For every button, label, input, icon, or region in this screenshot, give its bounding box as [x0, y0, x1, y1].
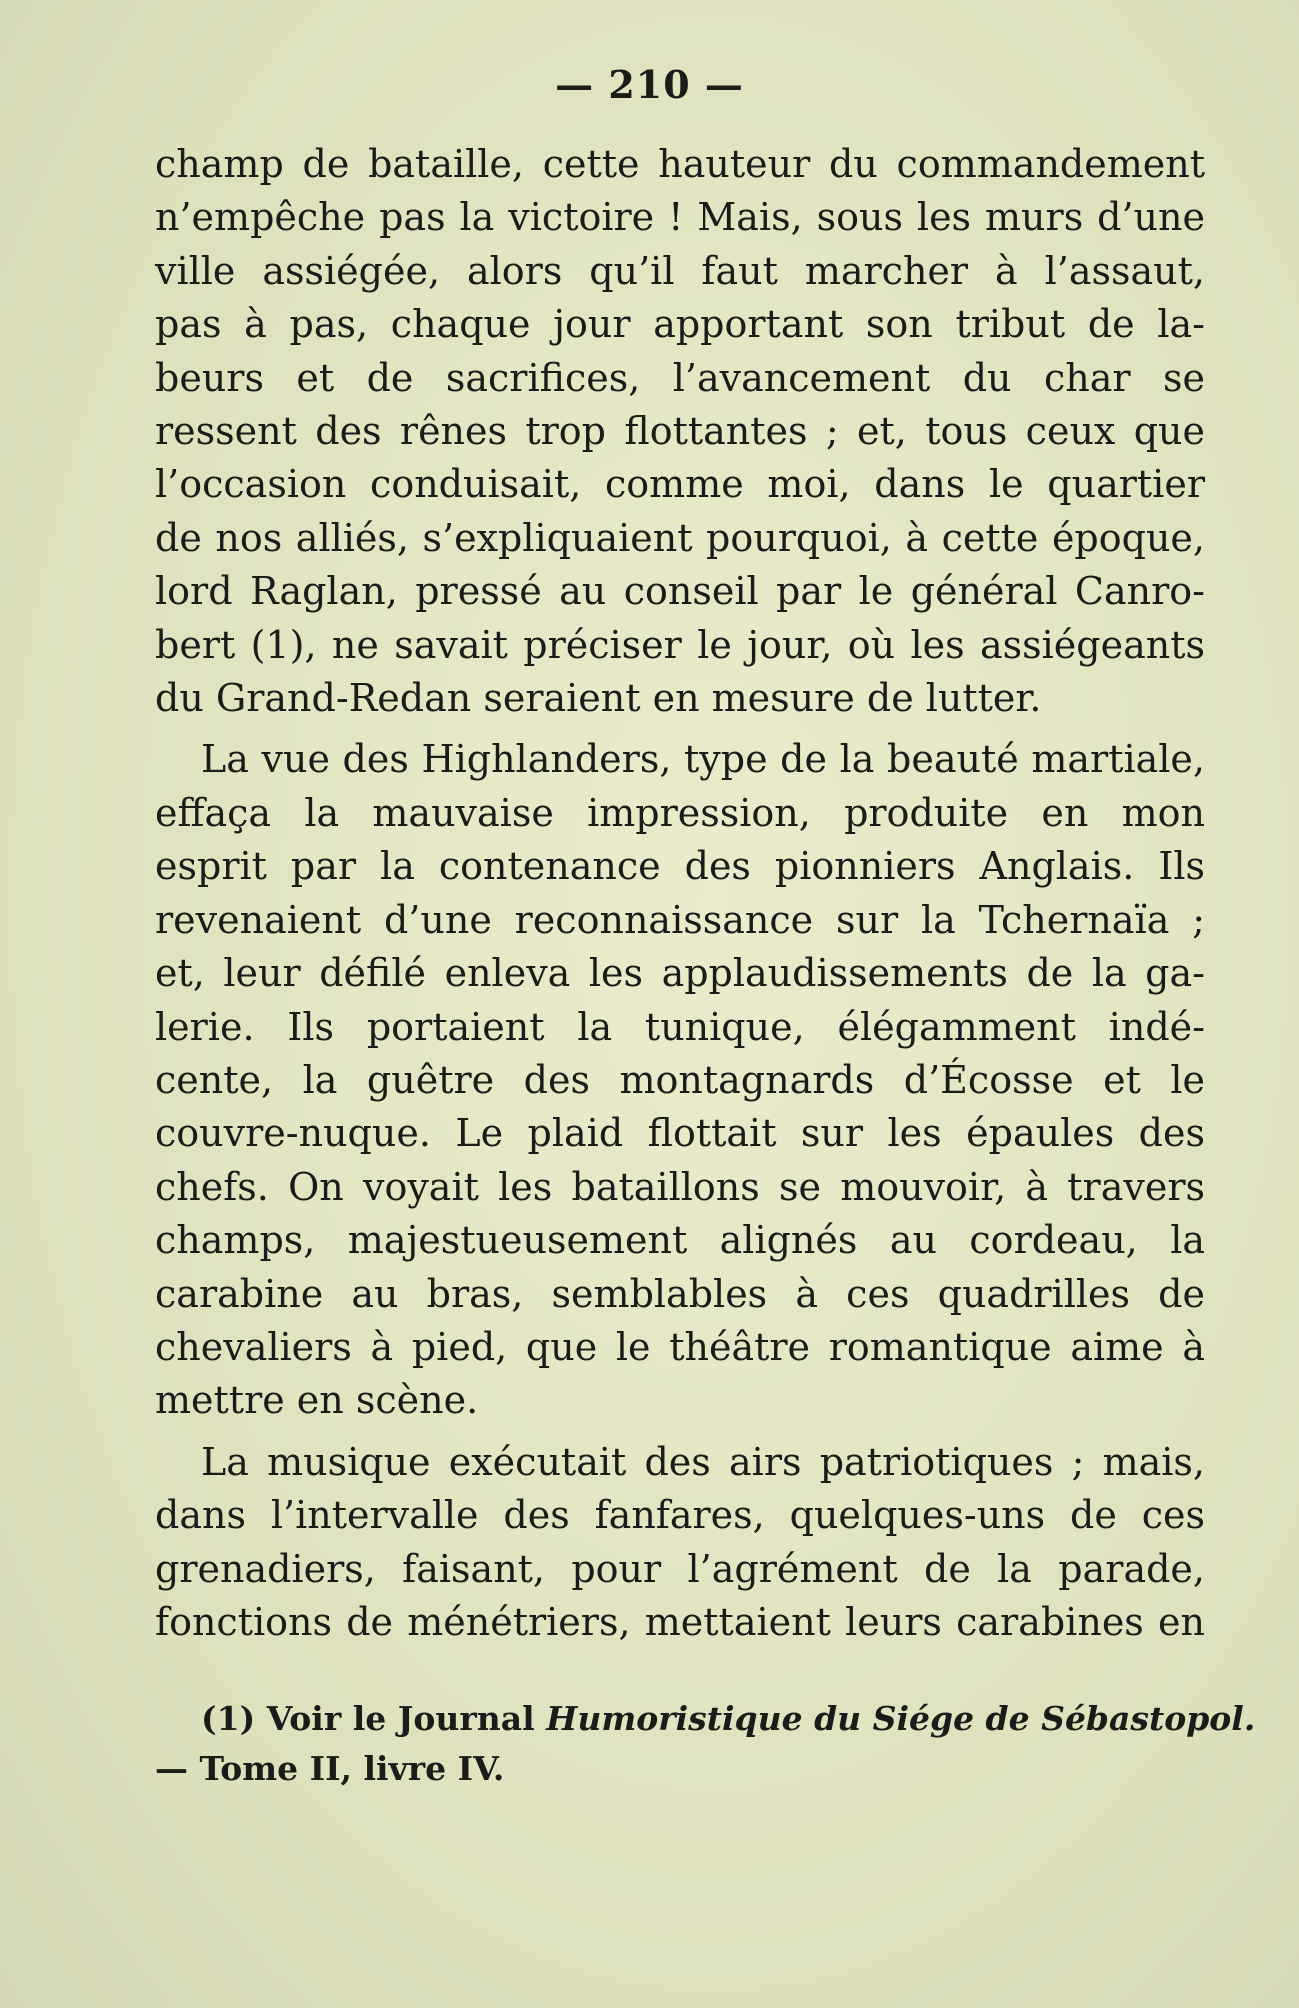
footnote-line: [155, 1694, 1256, 1744]
text-line: champs, majestueusement alignés au cordeau, la: [155, 1218, 1205, 1263]
text-line: champ de bataille, cette hauteur du commandement: [155, 142, 1205, 186]
footnote-prefix: Voir le Journal: [266, 1699, 535, 1738]
text-line: grenadiers, faisant, pour l’agrément de la parade,: [155, 1546, 1205, 1591]
text-line: beurs et de sacrifices, l’avancement du char se: [155, 355, 1205, 400]
body-text: [155, 138, 1205, 1649]
footnote: [155, 1694, 1256, 1794]
text-line: bert (1), ne savait préciser le jour, où les assiégeants: [155, 622, 1205, 667]
text-line: mettre en scène.: [155, 1378, 479, 1423]
text-line: chefs. On voyait les bataillons se mouvoir, à travers: [155, 1164, 1205, 1209]
text-line: ressent des rênes trop flottantes ; et, tous ceux que: [155, 409, 1205, 454]
text-line: La musique exécutait des airs patriotiques ; mais,: [201, 1439, 1205, 1484]
page-number: — 210 —: [555, 62, 744, 107]
footnote-title: Humoristique du Siége de Sébastopol.: [546, 1699, 1256, 1738]
text-line: couvre-nuque. Le plaid flottait sur les épaules des: [155, 1111, 1205, 1156]
footnote-line: — Tome II, livre IV.: [155, 1749, 505, 1788]
text-line: et, leur défilé enleva les applaudissements de la ga-: [155, 951, 1205, 996]
text-line: lord Raglan, pressé au conseil par le général Canro-: [155, 569, 1205, 614]
text-line: esprit par la contenance des pionniers Anglais. Ils: [155, 844, 1205, 889]
text-line: n’empêche pas la victoire ! Mais, sous les murs d’une: [155, 195, 1205, 240]
text-line: pas à pas, chaque jour apportant son tribut de la-: [155, 302, 1205, 347]
footnote-marker: (1): [201, 1699, 256, 1738]
text-line: lerie. Ils portaient la tunique, élégamment indé-: [155, 1004, 1205, 1049]
text-line: chevaliers à pied, que le théâtre romantique aime à: [155, 1324, 1205, 1369]
text-line: dans l’intervalle des fanfares, quelques-uns de ces: [155, 1493, 1205, 1538]
text-line: cente, la guêtre des montagnards d’Écosse et le: [155, 1057, 1205, 1102]
text-line: de nos alliés, s’expliquaient pourquoi, à cette époque,: [155, 515, 1205, 560]
text-line: carabine au bras, semblables à ces quadrilles de: [155, 1271, 1205, 1316]
text-line: du Grand-Redan seraient en mesure de lutter.: [155, 676, 1042, 721]
text-line: La vue des Highlanders, type de la beauté martiale,: [201, 737, 1205, 782]
text-line: fonctions de ménétriers, mettaient leurs carabines en: [155, 1599, 1205, 1644]
text-line: effaça la mauvaise impression, produite en mon: [155, 790, 1205, 835]
text-line: ville assiégée, alors qu’il faut marcher à l’assaut,: [155, 248, 1205, 293]
text-line: revenaient d’une reconnaissance sur la Tchernaïa ;: [155, 897, 1205, 942]
text-line: l’occasion conduisait, comme moi, dans le quartier: [155, 462, 1205, 507]
